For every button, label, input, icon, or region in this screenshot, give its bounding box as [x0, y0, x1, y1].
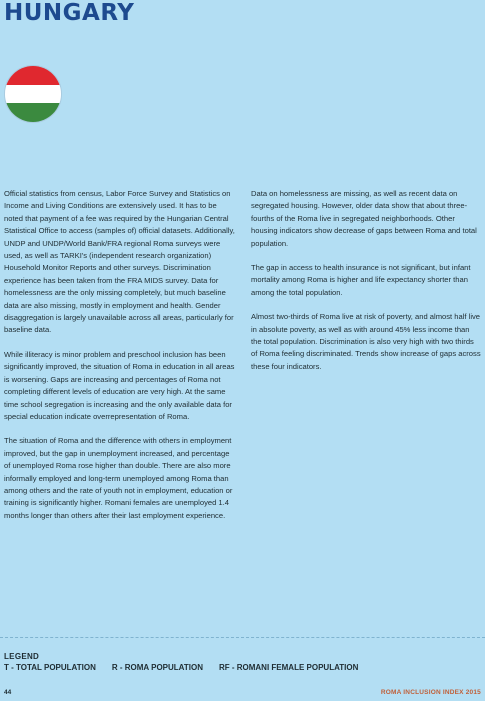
legend-title: LEGEND	[4, 652, 40, 661]
legend-item-romani-female: RF - ROMANI FEMALE POPULATION	[218, 663, 359, 672]
publication-title: ROMA INCLUSION INDEX 2015	[380, 689, 481, 696]
hungary-flag-icon	[4, 65, 62, 123]
page-number: 44	[4, 689, 12, 696]
paragraph-health: The gap in access to health insurance is not significant, but infant mortality among Roma is higher and life expectancy shorter than among the total population.	[251, 263, 471, 297]
paragraph-data-sources: Official statistics from census, Labor Force Survey and Statistics on Income and Living Conditions are extensively used. It has to be noted that payment of a fee was required by the Hungarian Central Statistical Office to access (samples of) official datasets. Additionally, UNDP and UNDP/World Bank/FRA regional Roma surveys were used, as well as TARKI's (independent research organization) Household Monitor Reports and other surveys. Discrimination experience has been taken from the FRA MIDS survey. Data for homelessness are the only missing completely, but much baseline data are also missing, mostly in employment and health. Gender disaggregation is largely unavailable across all areas, particularly for baseline data.	[4, 189, 235, 335]
paragraph-employment: The situation of Roma and the difference with others in employment improved, but the gap in unemployment increased, and percentage of unemployed Roma rose higher than double. There are also more informally employed and long-term unemployed among Roma than among others and the rate of youth not in employment, education or training is significantly higher. Romani females are unemployed 1.4 months longer than others after their last employment experience.	[4, 436, 233, 520]
paragraph-housing: Data on homelessness are missing, as well as recent data on segregated housing. However, older data show that about three-fourths of the Roma live in segregated neighborhoods. Other housing indicators show decrease of gaps between Roma and total population.	[251, 189, 477, 248]
left-column	[4, 188, 237, 534]
flag-band-white	[5, 85, 61, 104]
legend	[4, 663, 358, 672]
right-column	[251, 188, 481, 385]
paragraph-poverty-discrimination: Almost two-thirds of Roma live at risk of poverty, and almost half live in absolute poverty, as well as with around 45% less income than the total population. Discrimination is also very high with two thirds of Roma feeling discriminated. Trends show increase of gaps across these four indicators.	[251, 312, 481, 371]
page-title: HUNGARY	[4, 0, 135, 26]
paragraph-education: While illiteracy is minor problem and preschool inclusion has been significantly improved, the situation of Roma in education in all areas is worsening. Gaps are increasing and percentages of Roma not completing different levels of education are very high. At the same time school segregation is increasing and the only available data for special education indicate overrepresentation of Roma.	[4, 349, 235, 421]
legend-item-roma: R - ROMA POPULATION	[111, 663, 203, 672]
legend-item-total: T - TOTAL POPULATION	[4, 663, 96, 672]
flag-band-green	[5, 103, 61, 122]
legend-divider	[0, 637, 485, 638]
flag-band-red	[5, 66, 61, 85]
